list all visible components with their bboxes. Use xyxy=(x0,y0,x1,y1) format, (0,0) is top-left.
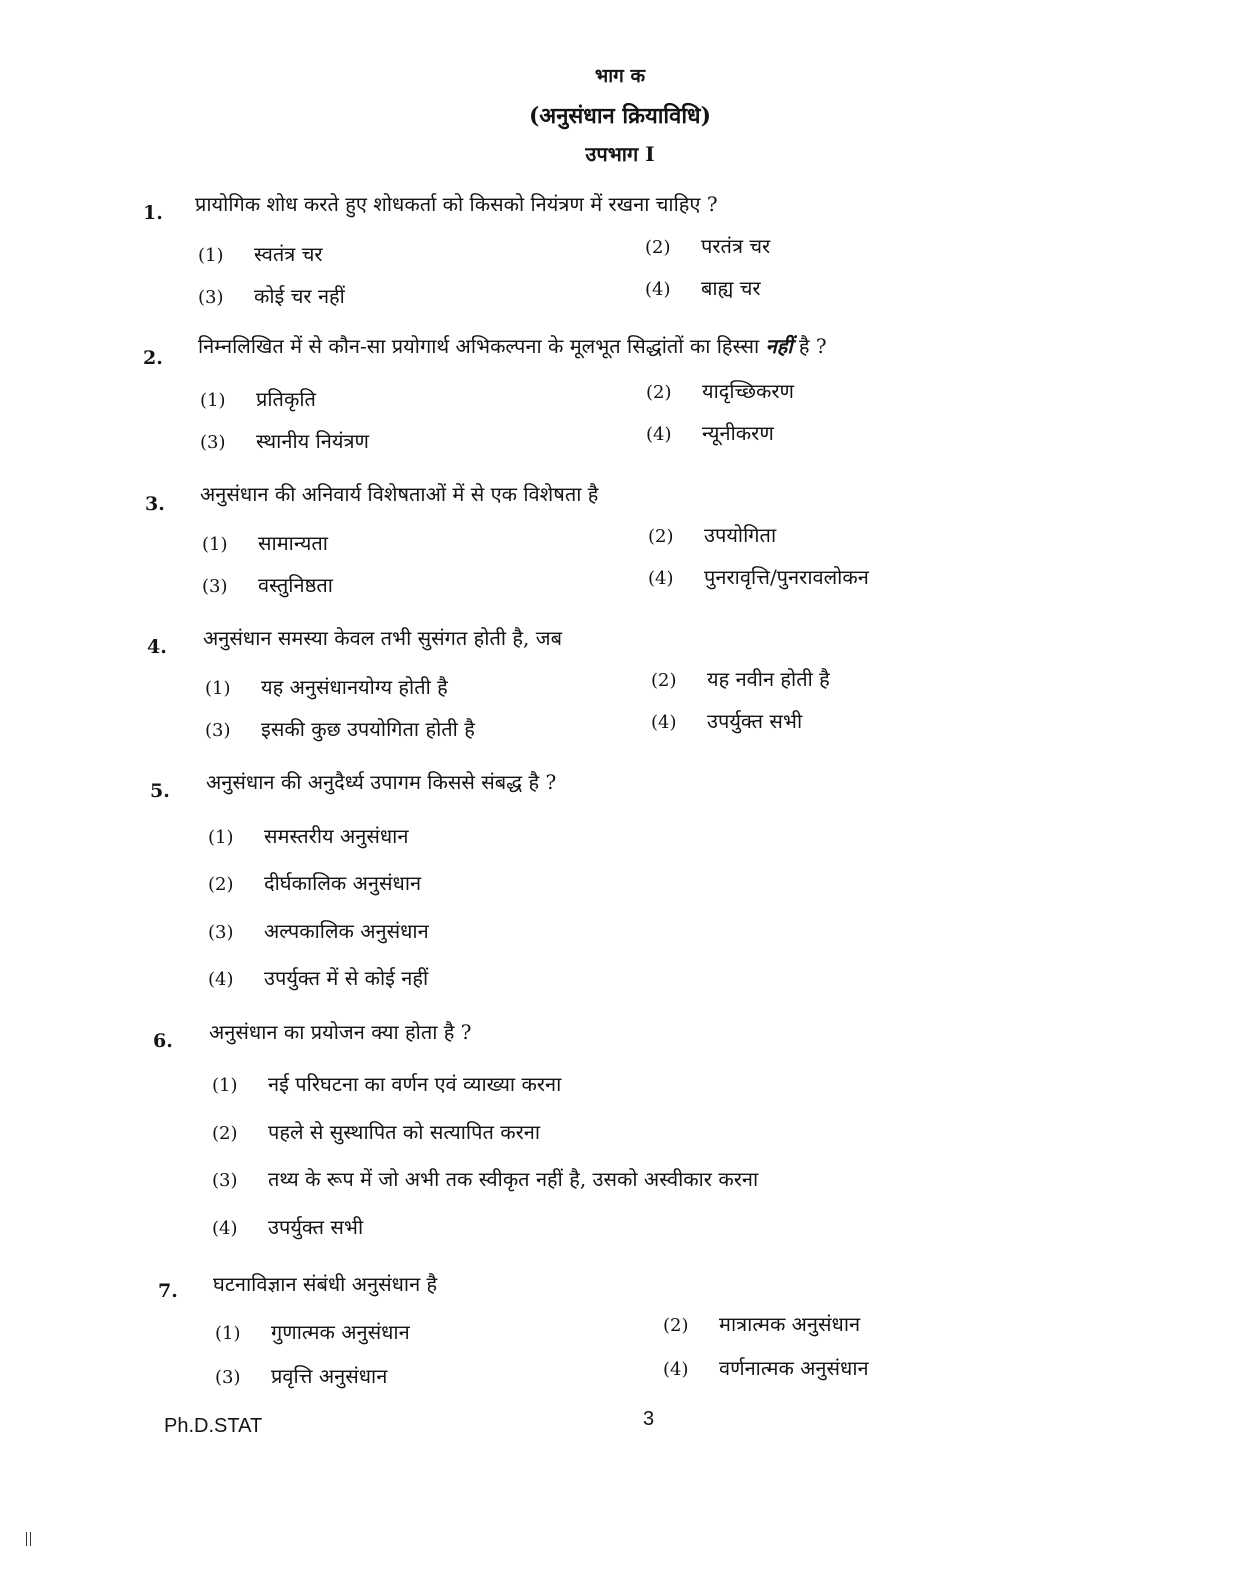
option-2 xyxy=(651,665,830,692)
option-number: (2) xyxy=(646,382,672,403)
option-number: (3) xyxy=(215,1367,241,1388)
option-1 xyxy=(198,240,323,267)
question-number: 7. xyxy=(158,1280,178,1302)
part-heading: भाग क xyxy=(594,65,646,87)
option-number: (1) xyxy=(208,827,234,848)
option-text: स्वतंत्र चर xyxy=(254,242,323,266)
option-2 xyxy=(646,377,794,404)
option-number: (4) xyxy=(663,1359,689,1380)
option-number: (3) xyxy=(205,720,231,741)
option-number: (4) xyxy=(648,568,674,589)
option-number: (1) xyxy=(198,245,224,266)
option-4 xyxy=(212,1213,363,1240)
page-number: 3 xyxy=(643,1408,655,1430)
option-number: (2) xyxy=(651,670,677,691)
option-number: (2) xyxy=(645,237,671,258)
option-text: नई परिघटना का वर्णन एवं व्याख्या करना xyxy=(268,1072,562,1096)
option-text: मात्रात्मक अनुसंधान xyxy=(719,1312,861,1336)
question-number: 6. xyxy=(153,1030,173,1052)
question-text: अनुसंधान की अनुदैर्ध्य उपागम किससे संबद्ध है ? xyxy=(206,770,557,794)
option-3 xyxy=(215,1362,387,1389)
option-text: बाह्य चर xyxy=(701,276,761,300)
option-text: परतंत्र चर xyxy=(701,234,771,258)
option-number: (4) xyxy=(208,969,234,990)
option-text: वस्तुनिष्ठता xyxy=(258,573,333,597)
option-text: यह नवीन होती है xyxy=(707,667,830,691)
option-3 xyxy=(212,1165,758,1192)
option-number: (3) xyxy=(200,432,226,453)
option-number: (4) xyxy=(651,712,677,733)
option-2 xyxy=(648,521,776,548)
option-text: यादृच्छिकरण xyxy=(702,379,794,403)
option-4 xyxy=(651,707,802,734)
option-text: इसकी कुछ उपयोगिता होती है xyxy=(261,717,475,741)
question-text xyxy=(198,332,827,359)
option-3 xyxy=(200,427,369,454)
option-text: उपर्युक्त में से कोई नहीं xyxy=(264,966,429,990)
option-2 xyxy=(212,1118,540,1145)
question-number: 5. xyxy=(150,780,170,802)
option-text: प्रवृत्ति अनुसंधान xyxy=(271,1364,388,1388)
option-3 xyxy=(208,917,429,944)
option-text: सामान्यता xyxy=(258,531,328,555)
option-number: (2) xyxy=(212,1123,238,1144)
option-text: अल्पकालिक अनुसंधान xyxy=(264,919,429,943)
question-number: 3. xyxy=(145,493,165,515)
question-text: घटनाविज्ञान संबंधी अनुसंधान है xyxy=(213,1272,438,1296)
option-text: उपर्युक्त सभी xyxy=(707,709,803,733)
option-text: कोई चर नहीं xyxy=(254,284,345,308)
option-1 xyxy=(205,673,448,700)
option-number: (2) xyxy=(208,874,234,895)
subpart-heading: उपभाग I xyxy=(585,142,655,166)
question-text-end: है ? xyxy=(798,334,827,358)
option-text: स्थानीय नियंत्रण xyxy=(256,429,369,453)
option-4 xyxy=(648,563,869,590)
question-text-emphasis: नहीं xyxy=(765,334,793,358)
option-text: यह अनुसंधानयोग्य होती है xyxy=(261,675,448,699)
option-text: पहले से सुस्थापित को सत्यापित करना xyxy=(268,1120,541,1144)
option-text: दीर्घकालिक अनुसंधान xyxy=(264,871,422,895)
question-number: 4. xyxy=(147,636,167,658)
option-text: उपयोगिता xyxy=(704,523,777,547)
option-number: (3) xyxy=(212,1170,238,1191)
question-text: अनुसंधान की अनिवार्य विशेषताओं में से एक विशेषता है xyxy=(200,482,599,506)
option-4 xyxy=(645,274,761,301)
option-number: (3) xyxy=(198,287,224,308)
option-number: (2) xyxy=(648,526,674,547)
option-number: (4) xyxy=(646,424,672,445)
option-number: (1) xyxy=(205,678,231,699)
option-number: (1) xyxy=(215,1323,241,1344)
option-text: उपर्युक्त सभी xyxy=(268,1215,364,1239)
option-2 xyxy=(645,232,770,259)
option-1 xyxy=(202,529,328,556)
option-number: (3) xyxy=(202,576,228,597)
option-number: (4) xyxy=(645,279,671,300)
question-text: प्रायोगिक शोध करते हुए शोधकर्ता को किसको नियंत्रण में रखना चाहिए ? xyxy=(195,192,718,216)
option-3 xyxy=(202,571,333,598)
question-number: 2. xyxy=(143,347,163,369)
option-2 xyxy=(208,869,421,896)
option-number: (1) xyxy=(200,390,226,411)
question-number: 1. xyxy=(143,202,163,224)
question-text: अनुसंधान समस्या केवल तभी सुसंगत होती है, जब xyxy=(203,626,563,650)
option-number: (4) xyxy=(212,1218,238,1239)
question-text-main: निम्नलिखित में से कौन-सा प्रयोगार्थ अभिकल्पना के मूलभूत सिद्धांतों का हिस्सा xyxy=(198,334,760,358)
option-text: पुनरावृत्ति/पुनरावलोकन xyxy=(704,565,869,589)
option-text: तथ्य के रूप में जो अभी तक स्वीकृत नहीं है, उसको अस्वीकार करना xyxy=(268,1167,759,1191)
option-text: न्यूनीकरण xyxy=(702,421,774,445)
option-1 xyxy=(212,1070,561,1097)
option-number: (2) xyxy=(663,1315,689,1336)
option-text: वर्णनात्मक अनुसंधान xyxy=(719,1356,869,1380)
option-1 xyxy=(208,822,408,849)
paper-code: Ph.D.STAT xyxy=(164,1415,263,1437)
option-4 xyxy=(663,1354,869,1381)
option-3 xyxy=(198,282,345,309)
option-number: (1) xyxy=(202,534,228,555)
option-1 xyxy=(215,1318,410,1345)
option-2 xyxy=(663,1310,860,1337)
option-4 xyxy=(208,964,428,991)
option-text: समस्तरीय अनुसंधान xyxy=(264,824,409,848)
margin-mark xyxy=(26,1532,31,1546)
option-number: (3) xyxy=(208,922,234,943)
option-text: प्रतिकृति xyxy=(256,387,316,411)
option-4 xyxy=(646,419,774,446)
option-text: गुणात्मक अनुसंधान xyxy=(271,1320,410,1344)
subject-heading: (अनुसंधान क्रियाविधि) xyxy=(528,103,712,129)
option-number: (1) xyxy=(212,1075,238,1096)
option-1 xyxy=(200,385,316,412)
option-3 xyxy=(205,715,475,742)
question-text: अनुसंधान का प्रयोजन क्या होता है ? xyxy=(209,1020,472,1044)
